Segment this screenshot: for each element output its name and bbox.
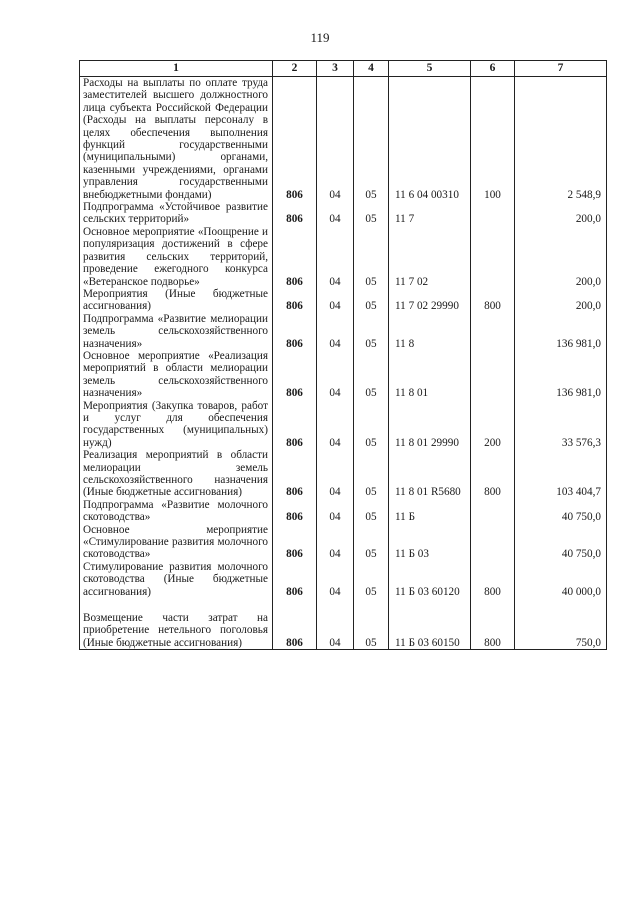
row-section: 04 — [317, 288, 354, 313]
table-row — [80, 201, 607, 226]
table-row — [80, 598, 607, 650]
row-amount: 40 750,0 — [515, 499, 607, 524]
row-section: 04 — [317, 400, 354, 450]
row-section: 04 — [317, 449, 354, 499]
row-subsection: 05 — [354, 561, 389, 598]
row-expense-type — [471, 524, 515, 561]
row-amount: 200,0 — [515, 288, 607, 313]
table-row — [80, 313, 607, 350]
row-target-article: 11 8 01 R5680 — [389, 449, 471, 499]
row-subsection: 05 — [354, 288, 389, 313]
table-row — [80, 449, 607, 499]
row-expense-type: 800 — [471, 561, 515, 598]
row-section: 04 — [317, 598, 354, 650]
row-grbs: 806 — [273, 313, 317, 350]
row-grbs: 806 — [273, 561, 317, 598]
row-name: Основное мероприятие «Реализация мероприятий в области мелиорации земель сельскохозяйственного назначения» — [80, 350, 273, 400]
row-target-article: 11 7 — [389, 201, 471, 226]
row-name: Реализация мероприятий в области мелиорации земель сельскохозяйственного назначения (Иные бюджетные ассигнования) — [80, 449, 273, 499]
row-amount: 136 981,0 — [515, 350, 607, 400]
header-col-2: 2 — [273, 61, 317, 77]
header-row — [80, 61, 607, 77]
header-col-4: 4 — [354, 61, 389, 77]
row-name: Мероприятия (Иные бюджетные ассигнования) — [80, 288, 273, 313]
row-subsection: 05 — [354, 226, 389, 288]
table-row — [80, 561, 607, 598]
row-target-article: 11 8 01 — [389, 350, 471, 400]
row-grbs: 806 — [273, 449, 317, 499]
row-subsection: 05 — [354, 598, 389, 650]
row-amount: 40 750,0 — [515, 524, 607, 561]
row-name: Подпрограмма «Развитие мелиорации земель сельскохозяйственного назначения» — [80, 313, 273, 350]
table-row — [80, 400, 607, 450]
row-target-article: 11 8 — [389, 313, 471, 350]
row-subsection: 05 — [354, 400, 389, 450]
row-target-article: 11 6 04 00310 — [389, 77, 471, 202]
row-grbs: 806 — [273, 499, 317, 524]
row-name: Мероприятия (Закупка товаров, работ и услуг для обеспечения государственных (муниципальных) нужд) — [80, 400, 273, 450]
row-subsection: 05 — [354, 201, 389, 226]
row-target-article: 11 Б — [389, 499, 471, 524]
row-section: 04 — [317, 226, 354, 288]
row-target-article: 11 7 02 — [389, 226, 471, 288]
row-subsection: 05 — [354, 524, 389, 561]
row-grbs: 806 — [273, 201, 317, 226]
table-row — [80, 499, 607, 524]
row-section: 04 — [317, 561, 354, 598]
row-grbs: 806 — [273, 226, 317, 288]
row-grbs: 806 — [273, 400, 317, 450]
table-row — [80, 288, 607, 313]
row-target-article: 11 7 02 29990 — [389, 288, 471, 313]
row-grbs: 806 — [273, 350, 317, 400]
header-col-7: 7 — [515, 61, 607, 77]
row-target-article: 11 Б 03 60120 — [389, 561, 471, 598]
row-expense-type: 800 — [471, 598, 515, 650]
row-expense-type — [471, 499, 515, 524]
row-section: 04 — [317, 499, 354, 524]
row-grbs: 806 — [273, 77, 317, 202]
row-name: Основное мероприятие «Стимулирование развития молочного скотоводства» — [80, 524, 273, 561]
row-target-article: 11 8 01 29990 — [389, 400, 471, 450]
row-name: Подпрограмма «Развитие молочного скотоводства» — [80, 499, 273, 524]
row-amount: 2 548,9 — [515, 77, 607, 202]
row-target-article: 11 Б 03 — [389, 524, 471, 561]
row-name: Расходы на выплаты по оплате труда заместителей высшего должностного лица субъекта Российской Федерации (Расходы на выплаты персоналу в целях обеспечения выполнения функций государственными (муниципальными) органами, казенными учреждениями, органами управления государственными внебюджетными фондами) — [80, 77, 273, 202]
row-expense-type — [471, 350, 515, 400]
row-subsection: 05 — [354, 313, 389, 350]
row-amount: 200,0 — [515, 201, 607, 226]
row-amount: 103 404,7 — [515, 449, 607, 499]
row-subsection: 05 — [354, 77, 389, 202]
header-col-3: 3 — [317, 61, 354, 77]
row-section: 04 — [317, 201, 354, 226]
row-amount: 750,0 — [515, 598, 607, 650]
row-section: 04 — [317, 313, 354, 350]
header-col-6: 6 — [471, 61, 515, 77]
header-col-5: 5 — [389, 61, 471, 77]
table-row — [80, 226, 607, 288]
table-row — [80, 77, 607, 202]
row-expense-type: 200 — [471, 400, 515, 450]
row-section: 04 — [317, 77, 354, 202]
row-expense-type: 800 — [471, 449, 515, 499]
row-amount: 40 000,0 — [515, 561, 607, 598]
row-section: 04 — [317, 524, 354, 561]
row-name: Подпрограмма «Устойчивое развитие сельских территорий» — [80, 201, 273, 226]
page-number: 119 — [310, 30, 330, 45]
row-expense-type — [471, 226, 515, 288]
row-subsection: 05 — [354, 350, 389, 400]
row-expense-type — [471, 313, 515, 350]
header-col-1: 1 — [80, 61, 273, 77]
row-grbs: 806 — [273, 524, 317, 561]
row-grbs: 806 — [273, 288, 317, 313]
row-grbs: 806 — [273, 598, 317, 650]
row-expense-type: 800 — [471, 288, 515, 313]
row-expense-type: 100 — [471, 77, 515, 202]
row-subsection: 05 — [354, 449, 389, 499]
row-section: 04 — [317, 350, 354, 400]
budget-table — [79, 60, 607, 650]
row-amount: 200,0 — [515, 226, 607, 288]
row-subsection: 05 — [354, 499, 389, 524]
row-target-article: 11 Б 03 60150 — [389, 598, 471, 650]
row-expense-type — [471, 201, 515, 226]
table-row — [80, 350, 607, 400]
table-row — [80, 524, 607, 561]
row-name: Основное мероприятие «Поощрение и популяризация достижений в сфере развития сельских территорий, проведение ежегодного конкурса «Ветеранское подворье» — [80, 226, 273, 288]
row-name: Возмещение части затрат на приобретение нетельного поголовья (Иные бюджетные ассигнования) — [80, 598, 273, 650]
row-name: Стимулирование развития молочного скотоводства (Иные бюджетные ассигнования) — [80, 561, 273, 598]
row-amount: 136 981,0 — [515, 313, 607, 350]
row-amount: 33 576,3 — [515, 400, 607, 450]
